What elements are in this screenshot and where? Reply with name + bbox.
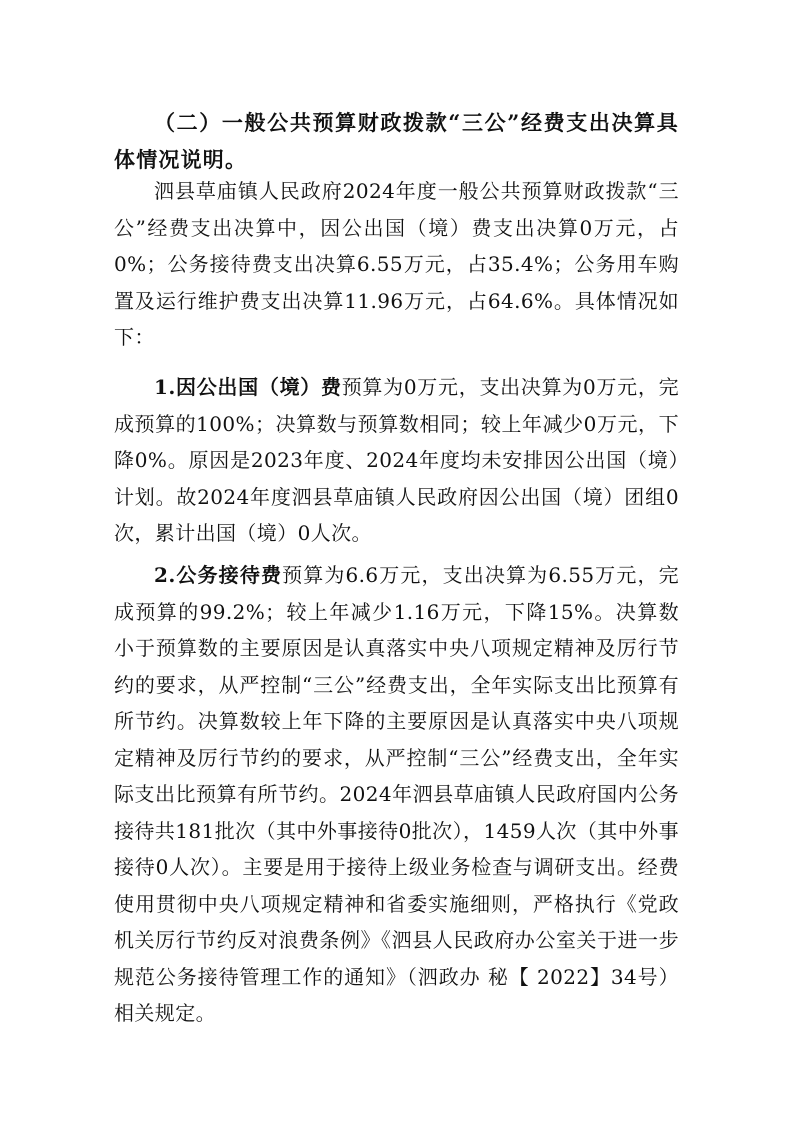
paragraph-text: 预算为6.6万元，支出决算为6.55万元，完成预算的99.2%；较上年减少1.16万元，下降15%。决算数小于预算数的主要原因是认真落实中央八项规定精神及厉行节约的要求，从严控制“三公”经费支出，全年实际支出比预算有所节约。决算数较上年下降的主要原因是认真落实中央八项规定精神及厉行节约的要求，从严控制“三公”经费支出，全年实际支出比预算有所节约。2024年泗县草庙镇人民政府国内公务接待共181批次（其中外事接待0批次），1459人次（其中外事接待0人次）。主要是用于接待上级业务检查与调研支出。经费使用贯彻中央八项规定精神和省委实施细则，严格执行《党政机关厉行节约反对浪费条例》《泗县人民政府办公室关于进一步规范公务接待管理工作的通知》（泗政办 秘【 2022】34号）相关规定。 [114, 563, 679, 1025]
section-heading: （二）一般公共预算财政拨款“三公”经费支出决算具体情况说明。 [114, 110, 679, 172]
paragraph-official-reception [114, 557, 679, 1032]
paragraph-overseas-travel [114, 369, 679, 552]
paragraph-text: 预算为0万元，支出决算为0万元，完成预算的100%；决算数与预算数相同；较上年减少0万元，下降0%。原因是2023年度、2024年度均未安排因公出国（境）计划。故2024年度泗县草庙镇人民政府因公出国（境）团组0次，累计出国（境）0人次。 [114, 375, 679, 545]
paragraph-text: 泗县草庙镇人民政府2024年度一般公共预算财政拨款“三公”经费支出决算中，因公出国（境）费支出决算0万元，占0%；公务接待费支出决算6.55万元，占35.4%；公务用车购置及运行维护费支出决算11.96万元，占64.6%。具体情况如下： [114, 179, 679, 349]
paragraph-lead: 2.公务接待费 [154, 563, 283, 587]
paragraph-lead: 1.因公出国（境）费 [154, 375, 342, 399]
paragraph-overview [114, 173, 679, 356]
